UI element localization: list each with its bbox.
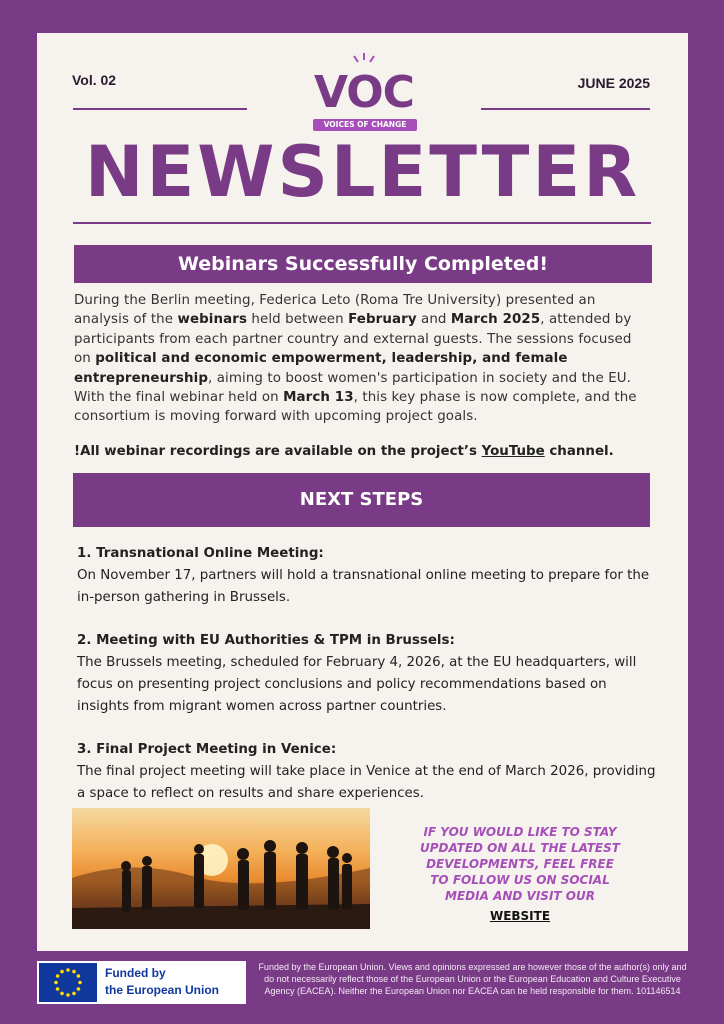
newsletter-title: NEWSLETTER <box>84 131 641 213</box>
issue-date: JUNE 2025 <box>577 75 650 91</box>
next-step-item <box>77 630 657 718</box>
header-rule-left <box>73 108 247 110</box>
photo-silhouettes <box>72 808 370 929</box>
step-text: On November 17, partners will hold a transnational online meeting to prepare for the in-person gathering in Brussels. <box>77 568 650 605</box>
social-promo-text: IF YOU WOULD LIKE TO STAY UPDATED ON ALL THE LATEST DEVELOPMENTS, FEEL FREE TO FOLLOW US ON SOCIAL MEDIA AND VISIT OUR <box>420 825 620 903</box>
logo-wordmark: VOC <box>314 67 414 118</box>
step-text: The Brussels meeting, scheduled for February 4, 2026, at the EU headquarters, will focus on presenting project conclusions and policy recommendations based on insights from migrant women across partner countries. <box>77 655 637 714</box>
title-divider <box>73 222 651 224</box>
next-step-item <box>77 739 657 805</box>
header-rule-right <box>481 108 650 110</box>
step-title: 1. Transnational Online Meeting: <box>77 546 324 561</box>
funding-disclaimer: Funded by the European Union. Views and opinions expressed are however those of the author(s) only and do not necessarily reflect those of the European Union or the European Education and Culture Executive Agency (EACEA). Neither the European Union nor EACEA can be held responsible for them. 101146514 <box>258 962 687 996</box>
recordings-note: !All webinar recordings are available on the project’s YouTube channel. <box>74 444 614 459</box>
eu-funding-text: Funded by the European Union <box>105 966 219 997</box>
sunset-group-photo <box>72 808 370 929</box>
next-step-item <box>77 543 657 609</box>
volume-label: Vol. 02 <box>72 72 117 88</box>
next-steps-heading: NEXT STEPS <box>73 473 650 527</box>
step-title: 2. Meeting with EU Authorities & TPM in Brussels: <box>77 633 455 648</box>
logo-tagline: VOICES OF CHANGE <box>313 119 417 131</box>
eu-funding-logo <box>37 961 246 1004</box>
step-text: The final project meeting will take place in Venice at the end of March 2026, providing a space to reflect on results and share experiences. <box>77 764 656 801</box>
webinars-heading: Webinars Successfully Completed! <box>74 245 652 283</box>
step-title: 3. Final Project Meeting in Venice: <box>77 742 337 757</box>
youtube-link[interactable]: YouTube <box>481 444 545 459</box>
webinars-paragraph: During the Berlin meeting, Federica Leto (Roma Tre University) presented an analysis of the webinars held between February and March 2025, attended by participants from each partner country and external guests. The sessions focused on political and economic empowerment, leadership, and female entrepreneurship, aiming to boost women's participation in society and the EU. With the final webinar held on March 13, this key phase is now complete, and the consortium is moving forward with upcoming project goals. <box>74 293 637 425</box>
eu-flag-icon <box>39 963 97 1002</box>
website-link[interactable]: WEBSITE <box>489 909 551 923</box>
voc-logo <box>305 57 423 133</box>
newsletter-page <box>37 33 688 951</box>
